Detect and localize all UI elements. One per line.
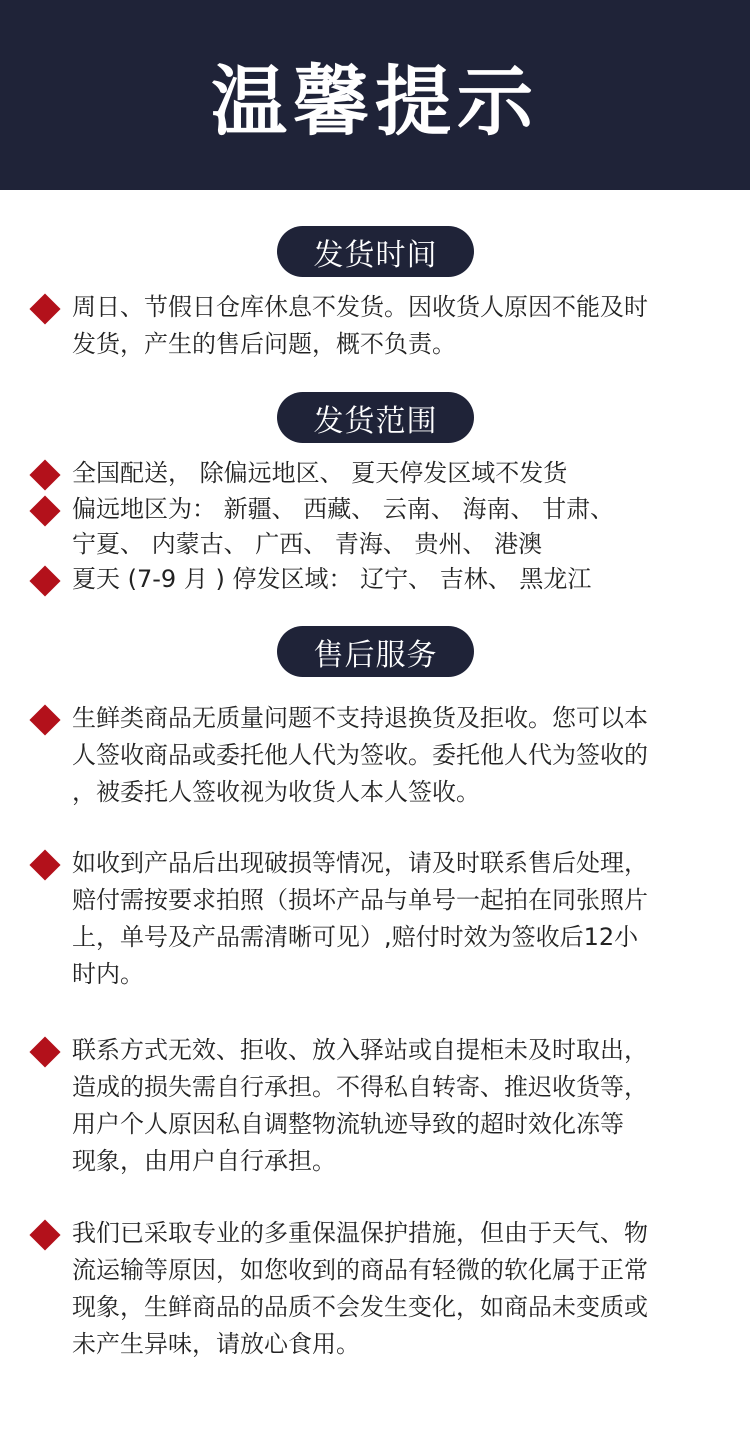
item-line: 现象，由用户自行承担。 [72,1147,336,1175]
diamond-bullet-icon [29,1219,60,1250]
item-line: 联系方式无效、拒收、放入驿站或自提柜未及时取出， [72,1036,648,1064]
item-line: 赔付需按要求拍照（损坏产品与单号一起拍在同张照片 [72,886,648,914]
item-line: 全国配送， 除偏远地区、 夏天停发区域不发货 [72,459,568,487]
section-title-label: 发货时间 [313,237,438,273]
item-line: 如收到产品后出现破损等情况，请及时联系售后处理， [72,849,648,877]
item-line: 现象，生鲜商品的品质不会发生变化，如商品未变质或 [72,1293,648,1321]
page-title: 温馨提示 [211,56,539,146]
section-title-shipping-range [277,392,474,443]
diamond-bullet-icon [29,495,60,526]
section-title-label: 售后服务 [313,637,438,673]
item-line: 时内。 [72,960,144,988]
item-line: 用户个人原因私自调整物流轨迹导致的超时效化冻等 [72,1110,624,1138]
item-line: 人签收商品或委托他人代为签收。委托他人代为签收的 [72,741,648,769]
item-line: 流运输等原因，如您收到的商品有轻微的软化属于正常 [72,1256,648,1284]
item-line: 我们已采取专业的多重保温保护措施，但由于天气、物 [72,1219,648,1247]
diamond-bullet-icon [29,459,60,490]
item-line: ，被委托人签收视为收货人本人签收。 [72,778,480,806]
diamond-bullet-icon [29,704,60,735]
diamond-bullet-icon [29,849,60,880]
item-line: 造成的损失需自行承担。不得私自转寄、推迟收货等， [72,1073,648,1101]
section-title-after-sales [277,626,474,677]
header-banner [0,0,750,190]
diamond-bullet-icon [29,565,60,596]
item-line: 未产生异味，请放心食用。 [72,1330,360,1358]
item-line: 生鲜类商品无质量问题不支持退换货及拒收。您可以本 [72,704,648,732]
item-line: 上，单号及产品需清晰可见）,赔付时效为签收后12小 [72,923,639,951]
section-title-label: 发货范围 [313,403,438,439]
diamond-bullet-icon [29,1036,60,1067]
section-title-shipping-time [277,226,474,277]
item-line: 宁夏、 内蒙古、 广西、 青海、 贵州、 港澳 [72,530,543,558]
diamond-bullet-icon [29,293,60,324]
item-line: 偏远地区为： 新疆、 西藏、 云南、 海南、 甘肃、 [72,495,615,523]
item-line: 夏天 (7-9 月 ) 停发区域： 辽宁、 吉林、 黑龙江 [72,565,592,593]
item-line: 发货，产生的售后问题，概不负责。 [72,330,456,358]
item-line: 周日、节假日仓库休息不发货。因收货人原因不能及时 [72,293,648,321]
